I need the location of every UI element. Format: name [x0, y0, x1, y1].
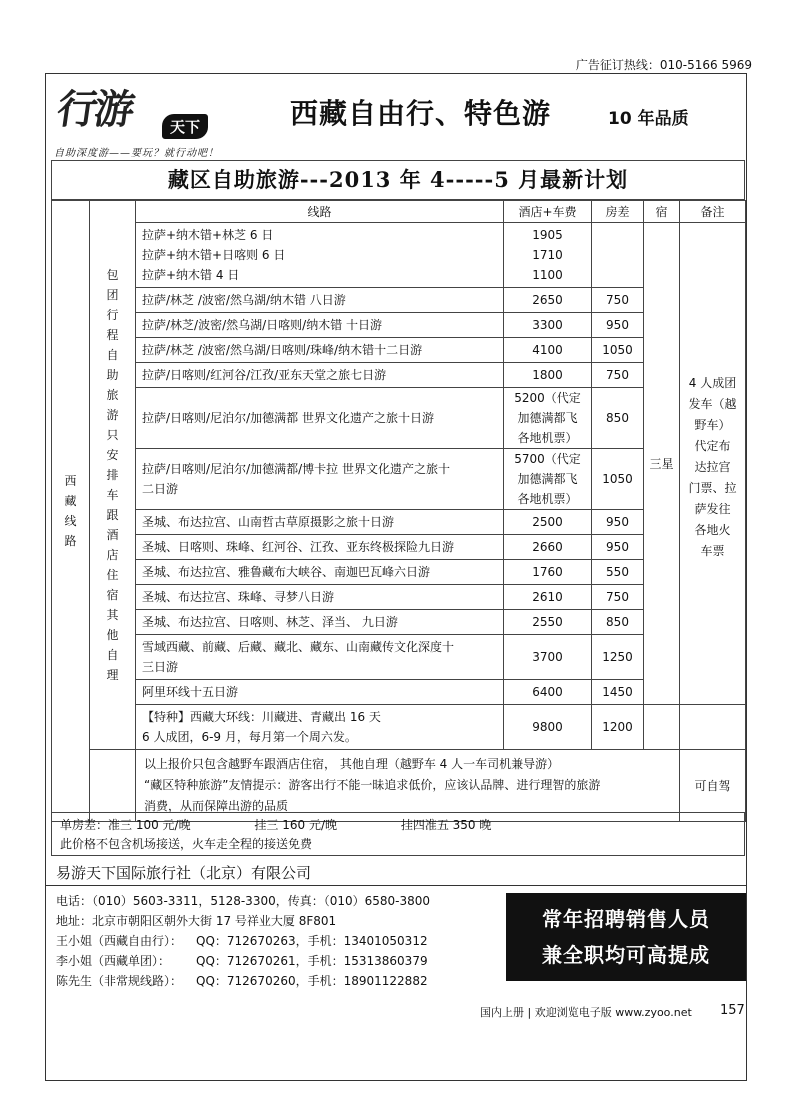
table.stay-char: 三: [649, 457, 662, 471]
route-cell-line: 拉萨/林芝 /波密/然乌湖/纳木错 八日游: [142, 293, 346, 307]
page-number: 157: [720, 1003, 745, 1018]
contact-info: QQ：712670261，手机：15313860379: [196, 954, 428, 968]
room-diff-cell: 1200: [592, 705, 644, 750]
room-diff-2: 挂三 160 元/晚: [254, 818, 337, 832]
route-cell: [136, 313, 504, 338]
room-diff-cell: 750: [592, 585, 644, 610]
table-row: [52, 610, 746, 635]
package-char: 助: [106, 368, 119, 382]
note-cell-line: 萨发往: [694, 502, 731, 516]
footer-text: 国内上册 | 欢迎浏览电子版 www.zyoo.net: [480, 1006, 692, 1019]
route-cell: [136, 388, 504, 449]
note-cell-line: 门票、拉: [688, 481, 737, 495]
ad-hotline: 广告征订热线：010-5166 5969: [575, 58, 752, 72]
route-cell-line: 【特种】西藏大环线：川藏进、青藏出 16 天: [142, 710, 381, 724]
table-row: [52, 288, 746, 313]
footnote-cell-line: 以上报价只包含越野车跟酒店住宿， 其他自理（越野车 4 人一车司机兼导游）: [144, 757, 560, 771]
excludes-note: 此价格不包含机场接送，火车走全程的接送免费: [60, 837, 313, 851]
price-cell-line: 2610: [532, 590, 563, 604]
price-cell-line: 2660: [532, 540, 563, 554]
price-cell-line: 5200（代定: [514, 391, 581, 405]
contact-person: [56, 931, 430, 951]
price-cell-line: 各地机票）: [517, 492, 578, 506]
contact-name: 王小姐（西藏自由行）：: [56, 934, 183, 948]
room-diff-cell: 950: [592, 510, 644, 535]
price-cell: [504, 610, 592, 635]
table.stay-char: 星: [661, 457, 674, 471]
note-cell-line: 达拉宫: [694, 460, 731, 474]
route-cell: [136, 363, 504, 388]
route-cell-line: 雪域西藏、前藏、后藏、藏北、藏东、山南藏传文化深度十: [142, 640, 455, 654]
package-char: 店: [106, 548, 119, 562]
route-cell: [136, 223, 504, 288]
route-cell: [136, 705, 504, 750]
footnote-cell-line: 消费，从而保障出游的品质: [144, 799, 289, 813]
package-char: 安: [106, 448, 119, 462]
footnote-cell: [136, 750, 680, 822]
price-cell: [504, 223, 592, 288]
price-cell: [504, 363, 592, 388]
price-cell: [504, 338, 592, 363]
table-row: [52, 313, 746, 338]
table-row: [52, 363, 746, 388]
route-cell-line: 圣城、布达拉宫、山南哲古草原摄影之旅十日游: [142, 515, 395, 529]
package-char: 只: [106, 428, 119, 442]
header-room-diff: 房差: [592, 201, 644, 223]
room-diff-cell: 850: [592, 388, 644, 449]
header-route: 线路: [136, 201, 504, 223]
package-char: 程: [106, 328, 119, 342]
self-drive-note: 可自驾: [680, 750, 746, 822]
price-cell-line: 1905: [532, 228, 563, 242]
package-char: 旅: [106, 388, 119, 402]
price-cell: [504, 635, 592, 680]
price-cell-line: 加德满都飞: [517, 472, 578, 486]
contact-person: [56, 971, 430, 991]
room-diff-cell: 750: [592, 363, 644, 388]
contacts: [56, 891, 430, 991]
route-cell-line: 三日游: [142, 660, 179, 674]
price-cell: [504, 313, 592, 338]
table-row: [52, 585, 746, 610]
route-cell: [136, 680, 504, 705]
region-char: 线: [64, 514, 77, 528]
room-diff-cell: 1050: [592, 449, 644, 510]
price-cell: [504, 535, 592, 560]
region-cell: [52, 201, 90, 822]
contact-name: 李小姐（西藏单团）：: [56, 954, 171, 968]
price-cell: [504, 449, 592, 510]
stay-cell: [644, 223, 680, 705]
room-diff-cell: 550: [592, 560, 644, 585]
table-row: [52, 680, 746, 705]
route-cell-line: 拉萨/林芝 /波密/然乌湖/日喀则/珠峰/纳木错十二日游: [142, 343, 423, 357]
table-row: [52, 705, 746, 750]
price-cell-line: 5700（代定: [514, 452, 581, 466]
route-cell-line: 拉萨+纳木错 4 日: [142, 268, 240, 282]
note-cell-line: 野车）: [694, 418, 731, 432]
header: [46, 74, 746, 159]
package-char: 车: [106, 488, 119, 502]
package-char: 他: [106, 628, 119, 642]
room-diff-3: 挂四准五 350 晚: [400, 818, 492, 832]
price-cell-line: 1800: [532, 368, 563, 382]
room-diff-cell: 850: [592, 610, 644, 635]
route-cell-line: 二日游: [142, 482, 179, 496]
contact-person: [56, 951, 430, 971]
package-char: 其: [106, 608, 119, 622]
table-row: [52, 388, 746, 449]
price-cell: [504, 705, 592, 750]
logo-text: 行游: [54, 86, 135, 133]
empty-cell: [90, 750, 136, 822]
price-cell-line: 各地机票）: [517, 431, 578, 445]
contact-info: QQ：712670263，手机：13401050312: [196, 934, 428, 948]
package-char: 包: [106, 268, 119, 282]
price-cell: [504, 288, 592, 313]
price-cell: [504, 560, 592, 585]
footnote-row: [52, 750, 746, 822]
table-row: [52, 560, 746, 585]
region-char: 藏: [64, 494, 77, 508]
route-cell: [136, 535, 504, 560]
route-cell: [136, 610, 504, 635]
note-cell-line: 各地火: [694, 523, 731, 537]
route-cell-line: 圣城、日喀则、珠峰、红河谷、江孜、亚东终极探险九日游: [142, 540, 455, 554]
price-cell-line: 1100: [532, 268, 563, 282]
plan-title: 藏区自助旅游---2013 年 4-----5 月最新计划: [167, 167, 629, 192]
package-char: 跟: [106, 508, 119, 522]
contact-phone: 电话：（010）5603-3311，5128-3300，传真：（010）6580-3800: [56, 894, 431, 908]
region-char: 西: [64, 474, 77, 488]
price-cell-line: 3300: [532, 318, 563, 332]
header-stay: 宿: [644, 201, 680, 223]
note-cell-line: 车票: [700, 544, 725, 558]
route-cell: [136, 510, 504, 535]
price-cell-line: 1710: [532, 248, 563, 262]
table-row: [52, 510, 746, 535]
room-diff-cell: 1450: [592, 680, 644, 705]
room-diff-cell: [592, 223, 644, 288]
price-cell-line: 4100: [532, 343, 563, 357]
package-char: 排: [106, 468, 119, 482]
route-cell-line: 阿里环线十五日游: [142, 685, 239, 699]
route-cell-line: 拉萨/日喀则/红河谷/江孜/亚东天堂之旅七日游: [142, 368, 387, 382]
table-row: [52, 223, 746, 288]
route-cell: [136, 288, 504, 313]
route-cell-line: 拉萨+纳木错+日喀则 6 日: [142, 248, 286, 262]
price-cell-line: 6400: [532, 685, 563, 699]
package-char: 自: [106, 648, 119, 662]
price-cell: [504, 510, 592, 535]
plan-title-box: [51, 160, 745, 200]
header-price: 酒店+车费: [504, 201, 592, 223]
price-cell-line: 9800: [532, 720, 563, 734]
price-cell: [504, 388, 592, 449]
empty-cell: [644, 705, 680, 750]
footnote-cell-line: “藏区特种旅游”友情提示：游客出行不能一昧追求低价，应该认品牌、进行理智的旅游: [144, 778, 601, 792]
package-char: 自: [106, 348, 119, 362]
room-diff-cell: 1050: [592, 338, 644, 363]
room-diff-cell: 750: [592, 288, 644, 313]
route-cell-line: 圣城、布达拉宫、日喀则、林芝、泽当、 九日游: [142, 615, 398, 629]
route-cell: [136, 635, 504, 680]
table-row: [52, 535, 746, 560]
package-char: 酒: [106, 528, 119, 542]
company-name: 易游天下国际旅行社（北京）有限公司: [56, 864, 312, 882]
quality-tag: 10 年品质: [608, 109, 689, 129]
price-cell: [504, 585, 592, 610]
package-char: 理: [106, 668, 119, 682]
empty-cell: [680, 705, 746, 750]
price-cell-line: 3700: [532, 650, 563, 664]
table-header-row: [52, 201, 746, 223]
table-row: [52, 635, 746, 680]
slogan: 自助深度游——要玩？就行动吧！: [54, 148, 219, 159]
logo-badge: 天下: [162, 114, 208, 139]
price-info: [51, 812, 745, 856]
route-cell: [136, 560, 504, 585]
routes-table: [51, 200, 746, 822]
note-cell-line: 4 人成团: [688, 376, 737, 390]
package-char: 游: [106, 408, 119, 422]
route-cell: [136, 585, 504, 610]
package-char: 团: [106, 288, 119, 302]
room-diff-1: 单房差：准三 100 元/晚: [60, 818, 191, 832]
contact-info: QQ：712670260，手机：18901122882: [196, 974, 428, 988]
table-row: [52, 449, 746, 510]
recruit-banner: [506, 893, 746, 981]
package-char: 宿: [106, 588, 119, 602]
route-cell-line: 圣城、布达拉宫、雅鲁藏布大峡谷、南迦巴瓦峰六日游: [142, 565, 431, 579]
table-row: [52, 338, 746, 363]
route-cell-line: 6 人成团，6-9 月，每月第一个周六发。: [142, 730, 357, 744]
route-cell-line: 拉萨/林芝/波密/然乌湖/日喀则/纳木错 十日游: [142, 318, 383, 332]
package-char: 住: [106, 568, 119, 582]
price-cell-line: 2550: [532, 615, 563, 629]
package-note-cell: [90, 201, 136, 750]
main-title: 西藏自由行、特色游: [290, 97, 552, 130]
contact-name: 陈先生（非常规线路）：: [56, 974, 183, 988]
route-cell-line: 拉萨/日喀则/尼泊尔/加德满都 世界文化遗产之旅十日游: [142, 411, 434, 425]
route-cell-line: 拉萨/日喀则/尼泊尔/加德满都/博卡拉 世界文化遗产之旅十: [142, 462, 450, 476]
price-cell: [504, 680, 592, 705]
route-cell: [136, 449, 504, 510]
room-diff-cell: 950: [592, 535, 644, 560]
divider: [46, 885, 746, 886]
contact-address: 地址：北京市朝阳区朝外大街 17 号祥业大厦 8F801: [56, 914, 337, 928]
price-cell-line: 2650: [532, 293, 563, 307]
note-cell-line: 发车（越: [688, 397, 737, 411]
room-diff-cell: 950: [592, 313, 644, 338]
region-char: 路: [64, 534, 77, 548]
route-cell-line: 圣城、布达拉宫、珠峰、寻梦八日游: [142, 590, 335, 604]
note-cell-line: 代定布: [694, 439, 731, 453]
package-char: 行: [106, 308, 119, 322]
note-cell: [680, 223, 746, 705]
price-cell-line: 2500: [532, 515, 563, 529]
route-cell: [136, 338, 504, 363]
room-diff-cell: 1250: [592, 635, 644, 680]
price-cell-line: 加德满都飞: [517, 411, 578, 425]
header-note: 备注: [680, 201, 746, 223]
price-cell-line: 1760: [532, 565, 563, 579]
route-cell-line: 拉萨+纳木错+林芝 6 日: [142, 228, 274, 242]
recruit-line: 常年招聘销售人员: [542, 907, 710, 931]
recruit-line: 兼全职均可高提成: [542, 943, 710, 967]
